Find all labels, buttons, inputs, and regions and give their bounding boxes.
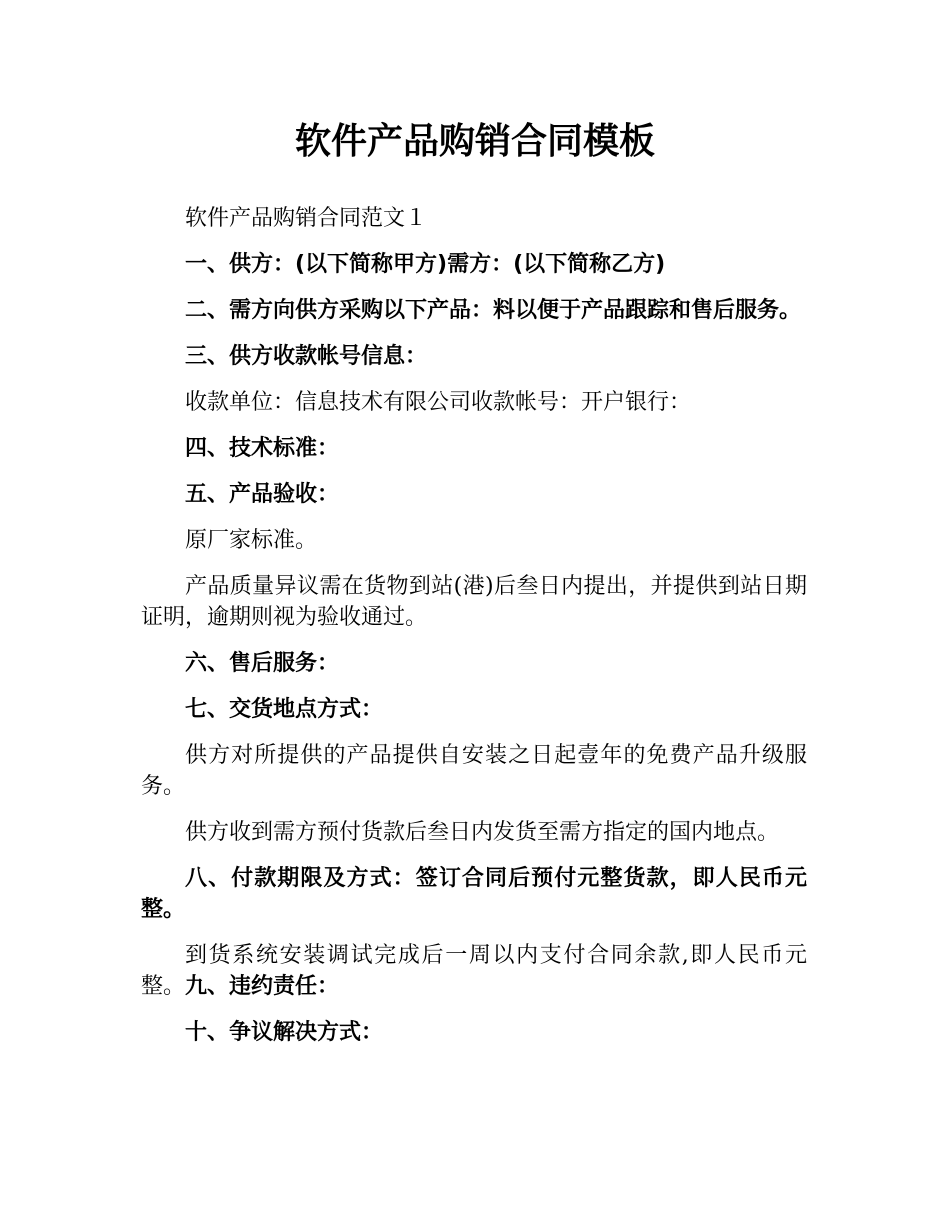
section-heading-3: 三、供方收款帐号信息：: [185, 344, 428, 369]
section-heading-4: 四、技术标准：: [185, 436, 340, 461]
section-heading-10: 十、争议解决方式：: [185, 1020, 384, 1045]
paragraph-balance-payment: [141, 940, 807, 1002]
section-heading-9: 九、违约责任：: [185, 974, 340, 999]
section-heading-1: 一、供方：(以下简称甲方)需方：(以下简称乙方): [185, 252, 666, 277]
section-heading-5: 五、产品验收：: [185, 482, 340, 507]
paragraph-quality-objection: 产品质量异议需在货物到站(港)后叁日内提出，并提供到站日期证明，逾期则视为验收通过。: [141, 574, 807, 630]
section-heading-8: 八、付款期限及方式：签订合同后预付元整货款，即人民币元整。: [141, 866, 807, 922]
paragraph-upgrade-service: 供方对所提供的产品提供自安装之日起壹年的免费产品升级服务。: [141, 743, 807, 799]
paragraph-balance-payment-text: 到货系统安装调试完成后一周以内支付合同余款,即人民币元整。: [141, 943, 807, 999]
document-body: [141, 203, 807, 1063]
section-heading-2: 二、需方向供方采购以下产品：料以便于产品跟踪和售后服务。: [185, 298, 802, 323]
paragraph-delivery: 供方收到需方预付货款后叁日内发货至需方指定的国内地点。: [185, 820, 780, 845]
page-title: 软件产品购销合同模板: [294, 121, 655, 162]
paragraph-account-info: 收款单位：信息技术有限公司收款帐号：开户银行：: [185, 390, 692, 415]
section-heading-6: 六、售后服务：: [185, 651, 340, 676]
section-heading-7: 七、交货地点方式：: [185, 697, 384, 722]
paragraph-standard: 原厂家标准。: [185, 528, 318, 553]
paragraph-intro: 软件产品购销合同范文１: [185, 206, 428, 231]
